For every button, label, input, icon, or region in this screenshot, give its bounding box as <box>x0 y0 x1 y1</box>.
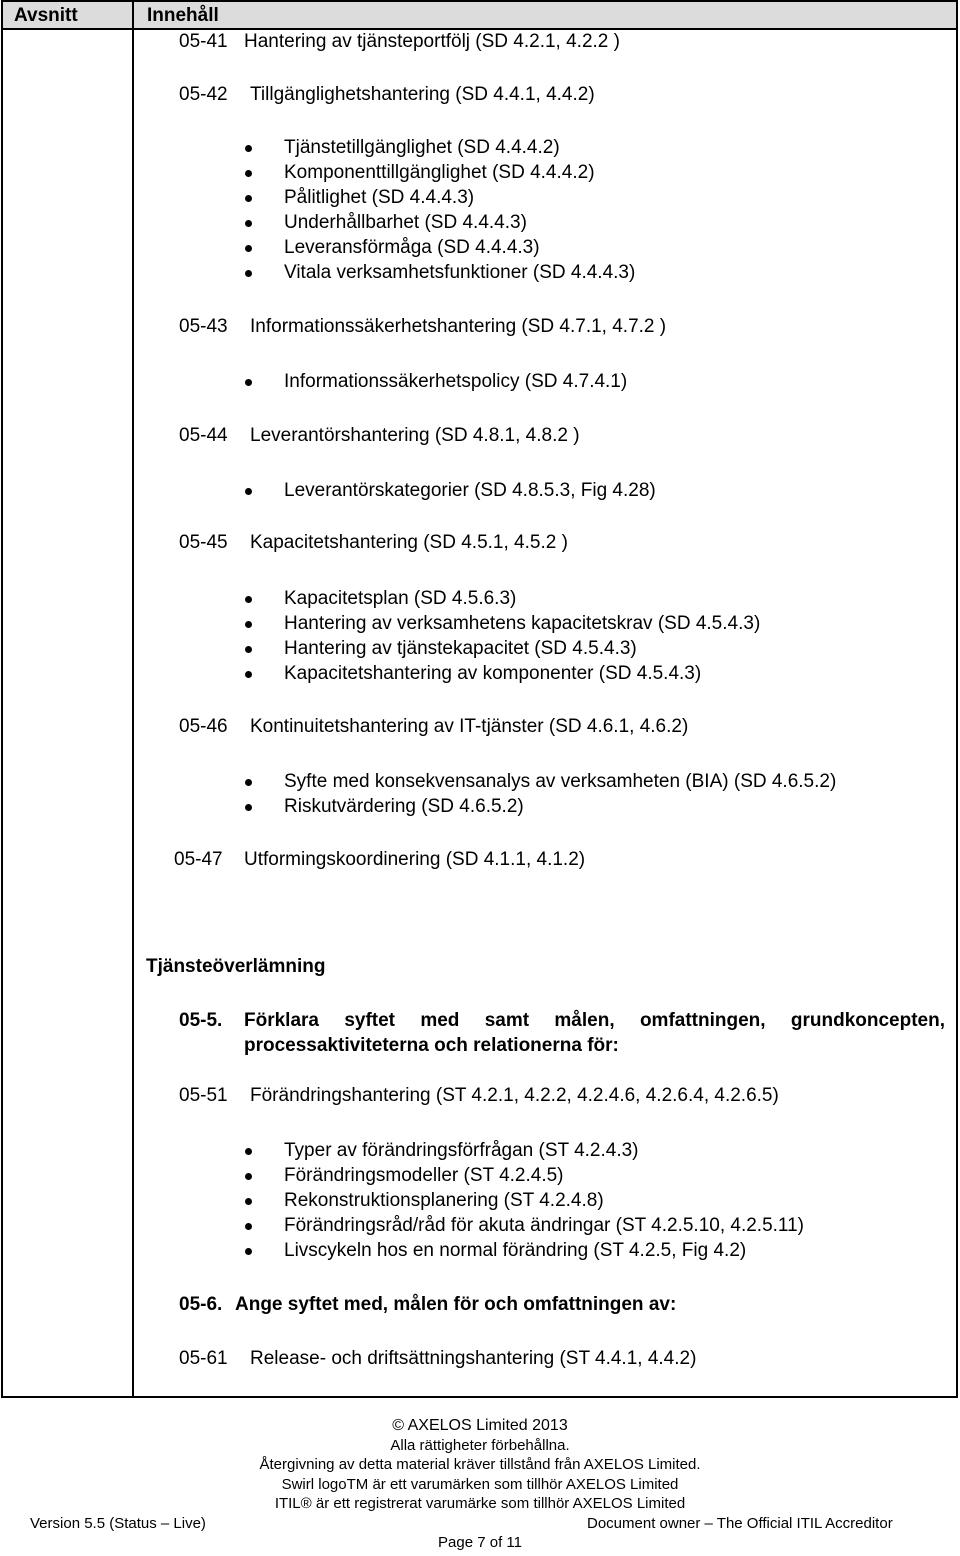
list-item: Syfte med konsekvensanalys av verksamheten (BIA) (SD 4.6.5.2) <box>284 771 837 792</box>
section-code: 05-61 <box>179 1348 228 1369</box>
list-item: Livscykeln hos en normal förändring (ST 4.2.5, Fig 4.2) <box>284 1240 747 1261</box>
section-title: Kapacitetshantering (SD 4.5.1, 4.5.2 ) <box>250 532 568 553</box>
objective-text: Ange syftet med, målen för och omfattningen av: <box>235 1294 677 1315</box>
bullet-icon <box>245 220 252 227</box>
bullet-icon <box>245 596 252 603</box>
footer-page-number: Page 7 of 11 <box>438 1534 522 1551</box>
section-title: Utformingskoordinering (SD 4.1.1, 4.1.2) <box>244 849 586 870</box>
list-item: Hantering av tjänstekapacitet (SD 4.5.4.3) <box>284 638 637 659</box>
bullet-icon <box>245 170 252 177</box>
objective-number: 05-5. <box>179 1010 223 1031</box>
bullet-icon <box>245 488 252 495</box>
footer-version: Version 5.5 (Status – Live) <box>30 1515 206 1532</box>
list-item: Informationssäkerhetspolicy (SD 4.7.4.1) <box>284 371 628 392</box>
objective-text: Förklara syftet med samt målen, omfattningen, grundkoncepten, processaktiviteterna och relationerna för: <box>244 1010 945 1056</box>
bullet-icon <box>245 671 252 678</box>
list-item: Rekonstruktionsplanering (ST 4.2.4.8) <box>284 1190 604 1211</box>
section-code: 05-44 <box>179 425 228 446</box>
list-item: Förändringsmodeller (ST 4.2.4.5) <box>284 1165 564 1186</box>
bullet-icon <box>245 1198 252 1205</box>
footer-rights: Alla rättigheter förbehållna. <box>390 1437 570 1454</box>
section-code: 05-45 <box>179 532 228 553</box>
list-item: Komponenttillgänglighet (SD 4.4.4.2) <box>284 162 595 183</box>
objective-number: 05-6. <box>179 1294 223 1315</box>
section-code: 05-47 <box>174 849 223 870</box>
bullet-icon <box>245 621 252 628</box>
section-title: Hantering av tjänsteportfölj (SD 4.2.1, 4.2.2 ) <box>244 31 620 52</box>
section-title: Informationssäkerhetshantering (SD 4.7.1, 4.7.2 ) <box>250 316 667 337</box>
bullet-icon <box>245 145 252 152</box>
section-title: Förändringshantering (ST 4.2.1, 4.2.2, 4.2.4.6, 4.2.6.4, 4.2.6.5) <box>250 1085 779 1106</box>
list-item: Riskutvärdering (SD 4.6.5.2) <box>284 796 524 817</box>
learning-objective-05-5 <box>179 1008 945 1058</box>
section-code: 05-46 <box>179 716 228 737</box>
list-item: Leveransförmåga (SD 4.4.4.3) <box>284 237 540 258</box>
bullet-icon <box>245 1173 252 1180</box>
list-item: Typer av förändringsförfrågan (ST 4.2.4.3) <box>284 1140 639 1161</box>
list-item: Tjänstetillgänglighet (SD 4.4.4.2) <box>284 137 560 158</box>
list-item: Kapacitetsplan (SD 4.5.6.3) <box>284 588 517 609</box>
footer-reproduction: Återgivning av detta material kräver tillstånd från AXELOS Limited. <box>259 1456 701 1473</box>
section-title: Kontinuitetshantering av IT-tjänster (SD 4.6.1, 4.6.2) <box>250 716 689 737</box>
bullet-icon <box>245 270 252 277</box>
section-code: 05-51 <box>179 1085 228 1106</box>
list-item: Förändringsråd/råd för akuta ändringar (ST 4.2.5.10, 4.2.5.11) <box>284 1215 804 1236</box>
list-item: Vitala verksamhetsfunktioner (SD 4.4.4.3) <box>284 262 636 283</box>
column-header-avsnitt: Avsnitt <box>14 5 78 26</box>
list-item: Underhållbarhet (SD 4.4.4.3) <box>284 212 527 233</box>
section-title: Tillgänglighetshantering (SD 4.4.1, 4.4.2) <box>250 84 595 105</box>
bullet-icon <box>245 379 252 386</box>
section-code: 05-41 <box>179 31 228 52</box>
bullet-icon <box>245 779 252 786</box>
list-item: Hantering av verksamhetens kapacitetskrav (SD 4.5.4.3) <box>284 613 761 634</box>
list-item: Leverantörskategorier (SD 4.8.5.3, Fig 4.28) <box>284 480 656 501</box>
bullet-icon <box>245 1223 252 1230</box>
bullet-icon <box>245 646 252 653</box>
section-title: Leverantörshantering (SD 4.8.1, 4.8.2 ) <box>250 425 580 446</box>
footer-copyright: © AXELOS Limited 2013 <box>392 1417 568 1434</box>
bullet-icon <box>245 804 252 811</box>
list-item: Pålitlighet (SD 4.4.4.3) <box>284 187 475 208</box>
bullet-icon <box>245 195 252 202</box>
section-code: 05-43 <box>179 316 228 337</box>
bullet-icon <box>245 1248 252 1255</box>
footer-document-owner: Document owner – The Official ITIL Accreditor <box>587 1515 893 1532</box>
bullet-icon <box>245 1148 252 1155</box>
column-divider <box>132 0 134 1398</box>
list-item: Kapacitetshantering av komponenter (SD 4.5.4.3) <box>284 663 702 684</box>
content-table <box>1 0 958 1398</box>
section-title: Release- och driftsättningshantering (ST 4.4.1, 4.4.2) <box>250 1348 697 1369</box>
section-heading: Tjänsteöverlämning <box>146 956 326 977</box>
bullet-icon <box>245 245 252 252</box>
footer-swirl-trademark: Swirl logoTM är ett varumärken som tillhör AXELOS Limited <box>281 1476 679 1493</box>
footer-itil-trademark: ITIL® är ett registrerat varumärke som tillhör AXELOS Limited <box>274 1495 686 1512</box>
column-header-innehall: Innehåll <box>147 5 219 26</box>
section-code: 05-42 <box>179 84 228 105</box>
